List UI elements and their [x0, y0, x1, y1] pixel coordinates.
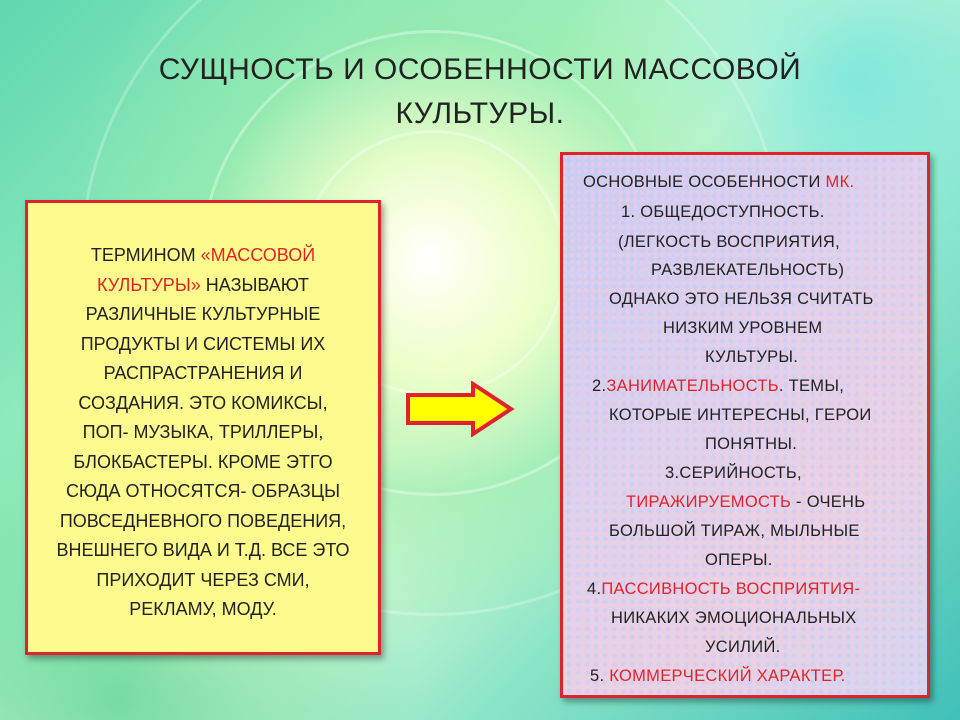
text-line — [626, 493, 865, 512]
text-line: ПРОДУКТЫ И СИСТЕМЫ ИХ — [80, 333, 326, 354]
text-line: КОТОРЫЕ ИНТЕРЕСНЫ, ГЕРОИ — [609, 406, 872, 424]
feature-item — [590, 667, 846, 686]
text-line: СОЗДАНИЯ. ЭТО КОМИКСЫ, — [78, 392, 328, 413]
text-line: БОЛЬШОЙ ТИРАЖ, МЫЛЬНЫЕ — [609, 522, 860, 540]
text-line: ПОВСЕДНЕВНОГО ПОВЕДЕНИЯ, — [59, 510, 347, 531]
highlight-term: «МАССОВОЙ — [200, 245, 316, 265]
text-segment: 2. — [592, 377, 607, 395]
text-line: КУЛЬТУРЫ. — [705, 348, 799, 366]
text-line: РАСПРАСТРАНЕНИЯ И — [103, 363, 303, 383]
text-segment: 4. — [587, 580, 602, 598]
text-line: (ЛЕГКОСТЬ ВОСПРИЯТИЯ, — [618, 233, 840, 251]
feature-item — [587, 580, 860, 599]
right-arrow-icon — [405, 381, 515, 437]
feature-item: 3.СЕРИЙНОСТЬ, — [665, 464, 802, 482]
text-line: ОПЕРЫ. — [705, 551, 773, 569]
text-line: ОДНАКО ЭТО НЕЛЬЗЯ СЧИТАТЬ — [609, 290, 874, 308]
slide-title-line: КУЛЬТУРЫ. — [395, 97, 565, 130]
text-line: РАЗЛИЧНЫЕ КУЛЬТУРНЫЕ — [85, 304, 321, 324]
definition-box — [25, 200, 381, 655]
text-line — [28, 241, 378, 271]
text-line — [583, 173, 854, 192]
definition-text — [28, 241, 378, 625]
highlight-term: ЗАНИМАТЕЛЬНОСТЬ — [606, 377, 779, 395]
feature-item: 1. ОБЩЕДОСТУПНОСТЬ. — [621, 203, 825, 221]
highlight-term: КУЛЬТУРЫ» — [97, 274, 201, 295]
slide-title — [130, 48, 830, 136]
feature-item — [592, 377, 844, 396]
text-line: РЕКЛАМУ, МОДУ. — [129, 599, 277, 619]
highlight-term: КОММЕРЧЕСКИЙ ХАРАКТЕР. — [609, 667, 846, 685]
text-line: БЛОКБАСТЕРЫ. КРОМЕ ЭТГО — [73, 451, 333, 472]
text-line — [28, 271, 378, 301]
highlight-term: МК. — [825, 173, 855, 191]
text-line: ПОНЯТНЫ. — [705, 435, 798, 453]
features-box — [560, 152, 930, 698]
text-line: СЮДА ОТНОСЯТСЯ- ОБРАЗЦЫ — [65, 481, 341, 501]
text-line: НИЗКИМ УРОВНЕМ — [663, 319, 823, 337]
text-line: ВНЕШНЕГО ВИДА И Т.Д. ВСЕ ЭТО — [56, 540, 350, 560]
text-segment: - ОЧЕНЬ — [791, 493, 866, 511]
text-line: ПРИХОДИТ ЧЕРЕЗ СМИ, — [96, 569, 310, 590]
text-line: НИКАКИХ ЭМОЦИОНАЛЬНЫХ — [611, 609, 857, 627]
text-line: УСИЛИЙ. — [705, 638, 781, 656]
text-segment: НАЗЫВАЮТ — [200, 274, 309, 295]
text-segment: 5. — [590, 667, 610, 685]
text-segment: ОСНОВНЫЕ ОСОБЕННОСТИ — [583, 173, 826, 191]
text-segment: . ТЕМЫ, — [778, 377, 845, 395]
highlight-term: ПАССИВНОСТЬ ВОСПРИЯТИЯ- — [601, 580, 861, 598]
text-line: ПОП- МУЗЫКА, ТРИЛЛЕРЫ, — [82, 422, 324, 442]
slide-title-line: СУЩНОСТЬ И ОСОБЕННОСТИ МАССОВОЙ — [158, 53, 802, 86]
highlight-term: ТИРАЖИРУЕМОСТЬ — [626, 493, 792, 511]
text-segment: ТЕРМИНОМ — [90, 245, 201, 265]
text-line: РАЗВЛЕКАТЕЛЬНОСТЬ) — [651, 261, 845, 279]
